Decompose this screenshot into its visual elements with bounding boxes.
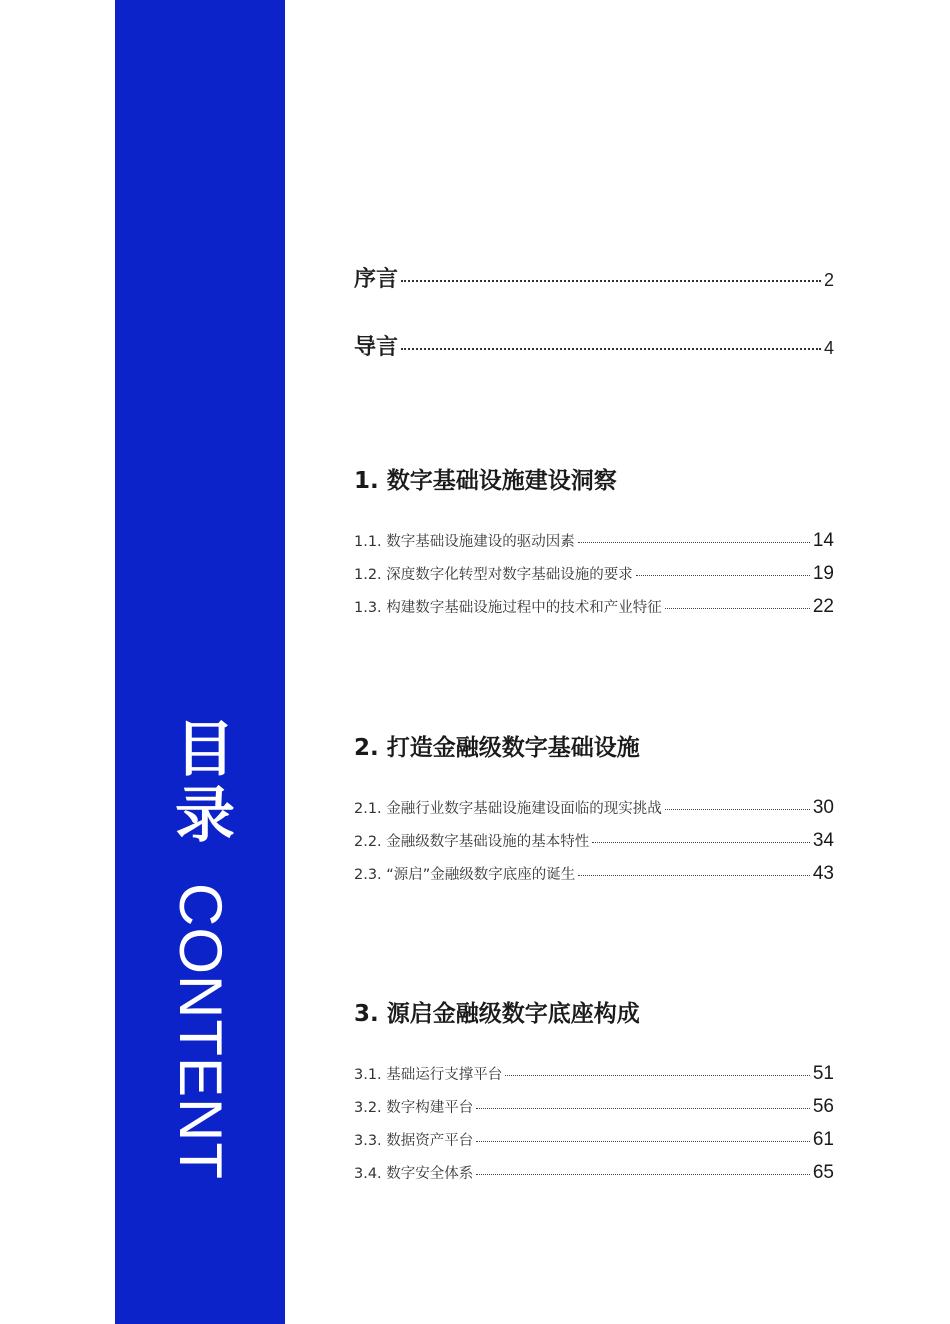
- contents-heading-en: CONTENT: [167, 883, 234, 1180]
- section-title-1[interactable]: 1. 数字基础设施建设洞察: [354, 468, 617, 494]
- toc-entry-label: 3.2. 数字构建平台: [354, 1100, 474, 1116]
- toc-entry-label: 1.3. 构建数字基础设施过程中的技术和产业特征: [354, 600, 662, 616]
- dot-leader: [476, 1174, 810, 1175]
- contents-heading: [165, 717, 235, 1180]
- toc-entry-label: 导言: [354, 335, 399, 360]
- toc-entry-label: 3.3. 数据资产平台: [354, 1133, 474, 1149]
- dot-leader: [665, 608, 810, 609]
- toc-page-number: 51: [812, 1063, 834, 1084]
- dot-leader: [578, 875, 810, 876]
- toc-entry-2-2[interactable]: [354, 830, 834, 852]
- toc-page-number: 22: [812, 596, 834, 617]
- dot-leader: [665, 809, 810, 810]
- toc-entry-3-2[interactable]: [354, 1096, 834, 1118]
- toc-entry-introduction[interactable]: [354, 330, 834, 361]
- section-title-2[interactable]: 2. 打造金融级数字基础设施: [354, 735, 640, 761]
- toc-entry-label: 3.4. 数字安全体系: [354, 1166, 474, 1182]
- dot-leader: [578, 542, 810, 543]
- toc-entry-label: 1.2. 深度数字化转型对数字基础设施的要求: [354, 567, 633, 583]
- toc-entry-1-1[interactable]: [354, 530, 834, 552]
- toc-page-number: 14: [812, 530, 834, 551]
- toc-entry-label: 2.2. 金融级数字基础设施的基本特性: [354, 834, 590, 850]
- dot-leader: [476, 1141, 810, 1142]
- toc-page-number: 43: [812, 863, 834, 884]
- dot-leader: [401, 348, 821, 350]
- dot-leader: [476, 1108, 810, 1109]
- toc-page-number: 34: [812, 830, 834, 851]
- toc-page-number: 4: [823, 338, 834, 358]
- section-title-3[interactable]: 3. 源启金融级数字底座构成: [354, 1001, 640, 1027]
- toc-entry-label: 1.1. 数字基础设施建设的驱动因素: [354, 534, 575, 550]
- toc-page-number: 19: [812, 563, 834, 584]
- dot-leader: [636, 575, 810, 576]
- toc-entry-1-3[interactable]: [354, 596, 834, 618]
- contents-heading-cn: 目录: [165, 717, 235, 849]
- dot-leader: [592, 842, 810, 843]
- dot-leader: [505, 1075, 810, 1076]
- toc-entry-2-1[interactable]: [354, 797, 834, 819]
- toc-entry-3-1[interactable]: [354, 1063, 834, 1085]
- toc-page-number: 61: [812, 1129, 834, 1150]
- toc-entry-2-3[interactable]: [354, 863, 834, 885]
- toc-entry-3-4[interactable]: [354, 1162, 834, 1184]
- toc-page-number: 30: [812, 797, 834, 818]
- toc-page-number: 2: [823, 270, 834, 290]
- toc-entry-3-3[interactable]: [354, 1129, 834, 1151]
- toc-entry-label: 2.3. “源启”金融级数字底座的诞生: [354, 867, 576, 883]
- toc-page-number: 65: [812, 1162, 834, 1183]
- toc-entry-label: 2.1. 金融行业数字基础设施建设面临的现实挑战: [354, 801, 662, 817]
- toc-page-number: 56: [812, 1096, 834, 1117]
- toc-entry-1-2[interactable]: [354, 563, 834, 585]
- toc-entry-label: 序言: [354, 267, 399, 292]
- toc-entry-preface[interactable]: [354, 262, 834, 293]
- dot-leader: [401, 280, 821, 282]
- toc-entry-label: 3.1. 基础运行支撑平台: [354, 1067, 503, 1083]
